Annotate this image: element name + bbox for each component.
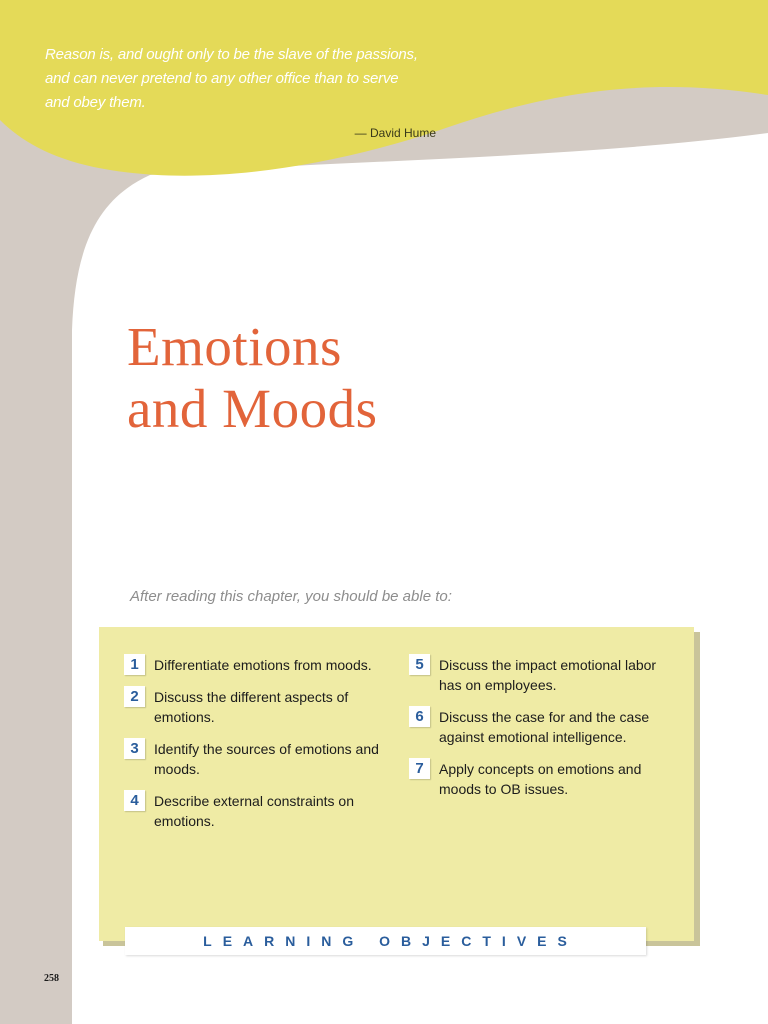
learning-objectives-banner [125,927,646,955]
objective-text: Describe external constraints on emotions. [154,793,354,829]
objective-text: Identify the sources of emotions and moods. [154,741,379,777]
learning-objectives-label: LEARNING OBJECTIVES [203,933,578,949]
objective-text: Discuss the case for and the case against emotional intelligence. [439,709,650,745]
objective-text: Discuss the impact emotional labor has on employees. [439,657,657,693]
chapter-title [127,316,377,440]
objective-item [124,687,394,727]
objective-number: 1 [124,654,145,675]
chapter-title-line-2: and Moods [127,378,378,439]
objective-text: Apply concepts on emotions and moods to OB issues. [439,761,642,797]
objective-number: 5 [409,654,430,675]
quote-line: and obey them. [45,94,146,111]
quote-attribution: — David Hume [354,126,436,140]
objectives-column-right [409,655,679,811]
objective-item [409,707,679,747]
objective-text: Differentiate emotions from moods. [154,657,372,673]
page-number: 258 [44,973,59,984]
chapter-title-line-1: Emotions [127,316,342,377]
quote-line: Reason is, and ought only to be the slave of the passions, [45,46,418,63]
objective-item [409,759,679,799]
objectives-intro: After reading this chapter, you should be able to: [130,588,452,605]
objective-text: Discuss the different aspects of emotions. [154,689,349,725]
epigraph-quote [45,43,485,115]
objective-item [124,655,394,675]
objective-number: 4 [124,790,145,811]
objective-item [409,655,679,695]
objective-number: 2 [124,686,145,707]
objective-item [124,791,394,831]
objective-number: 6 [409,706,430,727]
objective-number: 3 [124,738,145,759]
objectives-column-left [124,655,394,843]
quote-line: and can never pretend to any other office than to serve [45,70,399,87]
objective-item [124,739,394,779]
objective-number: 7 [409,758,430,779]
